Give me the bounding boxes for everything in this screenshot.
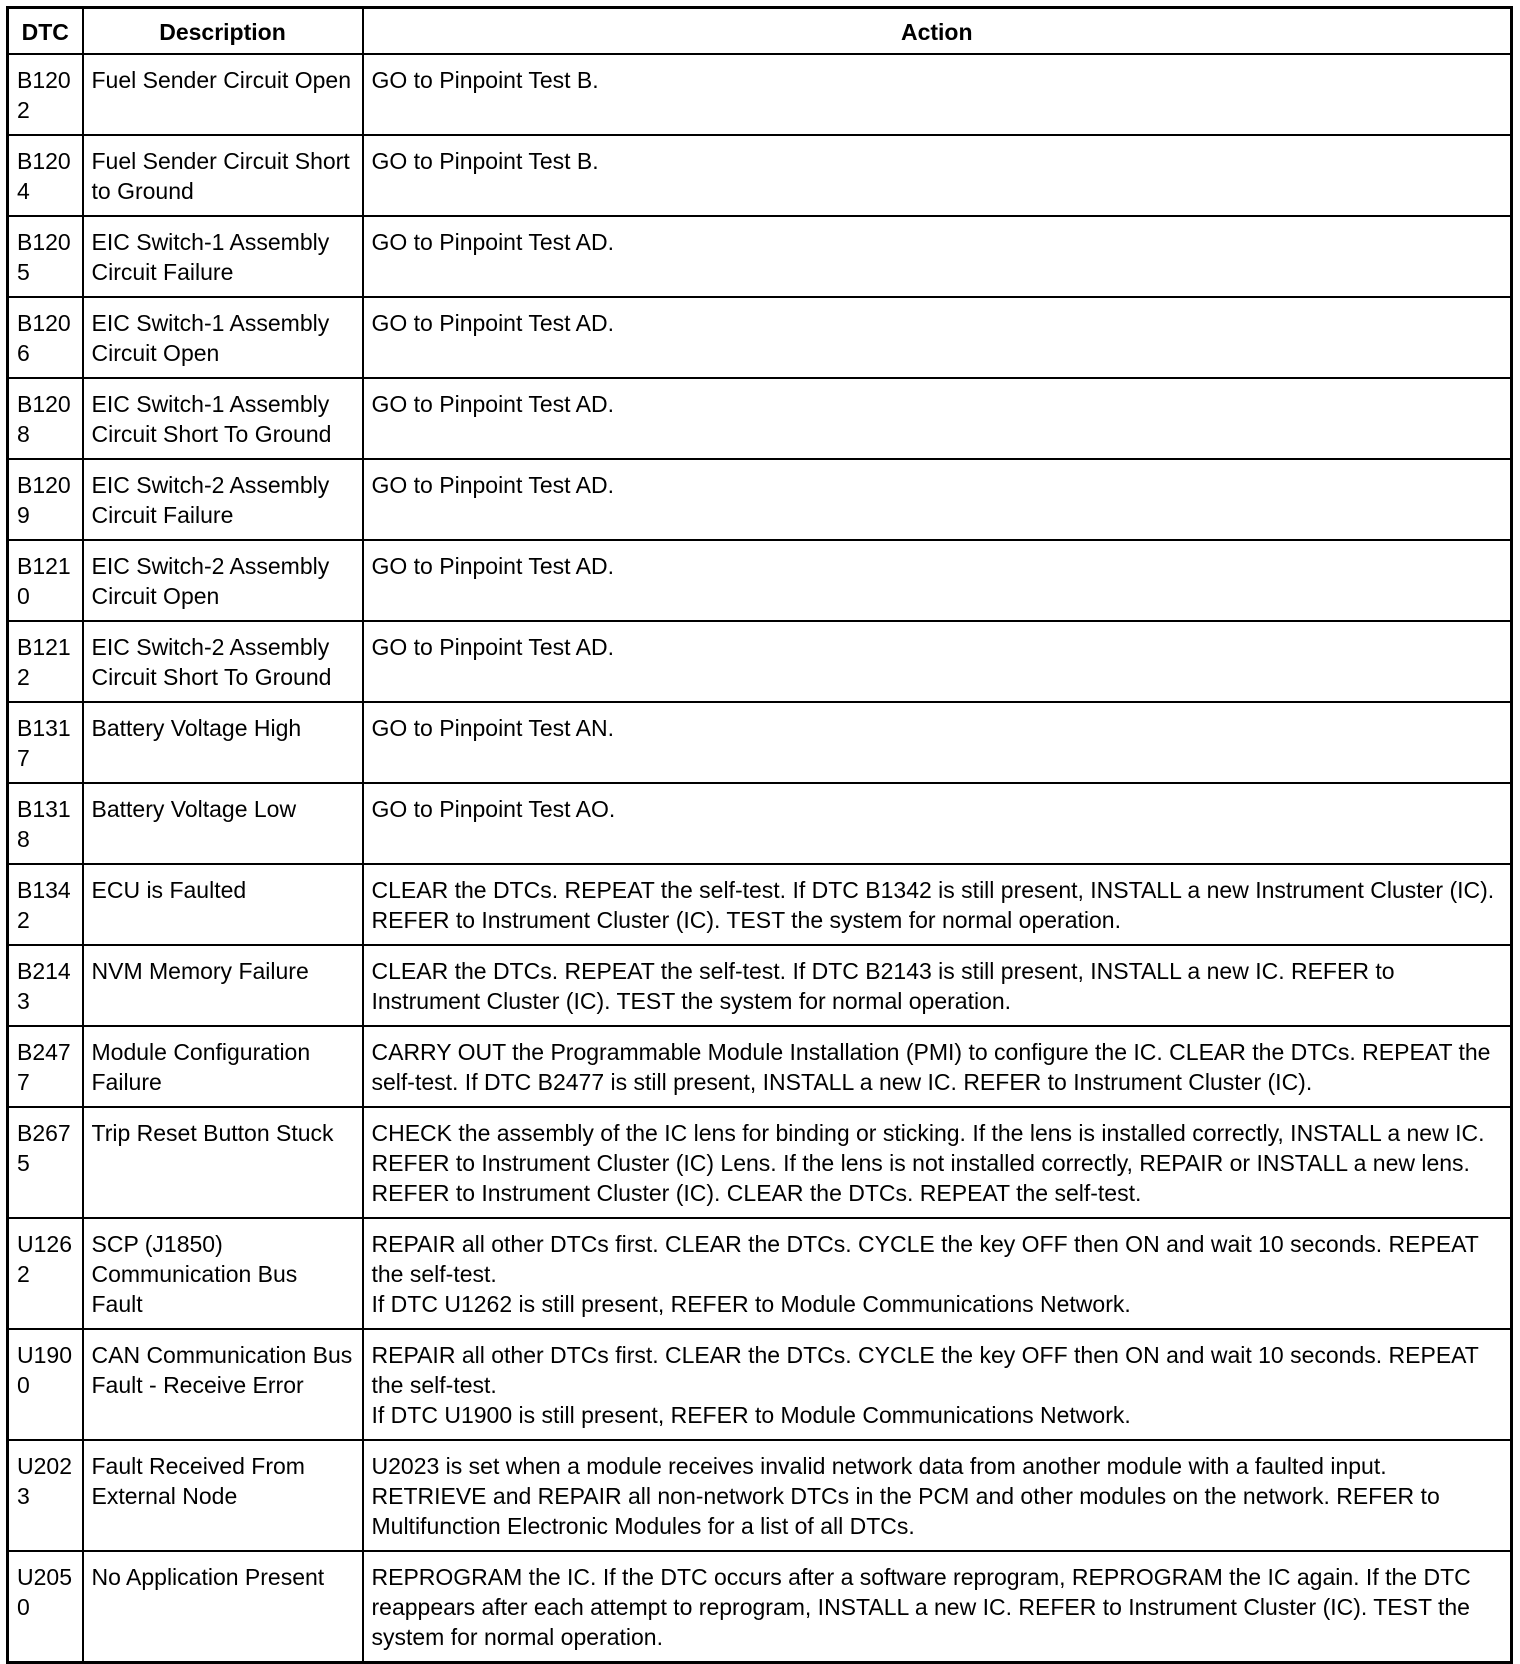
action-cell bbox=[363, 945, 1512, 1026]
table-row bbox=[8, 864, 1512, 945]
table-row bbox=[8, 702, 1512, 783]
action-text: CHECK the assembly of the IC lens for binding or sticking. If the lens is installed correctly, INSTALL a new IC. REFER to Instrument Cluster (IC) Lens. If the lens is not installed correctly, REPAIR or INSTALL a new lens. REFER to Instrument Cluster (IC). CLEAR the DTCs. REPEAT the self-test. bbox=[371, 1120, 1485, 1206]
action-cell bbox=[363, 1440, 1512, 1551]
description-cell: EIC Switch-1 Assembly Circuit Open bbox=[83, 297, 363, 378]
dtc-table bbox=[6, 6, 1513, 1664]
action-cell bbox=[363, 702, 1512, 783]
table-row bbox=[8, 540, 1512, 621]
action-text: GO to Pinpoint Test AD. bbox=[371, 472, 614, 498]
action-text: GO to Pinpoint Test AD. bbox=[371, 553, 614, 579]
action-cell bbox=[363, 1218, 1512, 1329]
dtc-code-cell: B1317 bbox=[8, 702, 83, 783]
table-row bbox=[8, 1329, 1512, 1440]
action-text: REPAIR all other DTCs first. CLEAR the DTCs. CYCLE the key OFF then ON and wait 10 seconds. REPEAT the self-test. bbox=[371, 1342, 1479, 1398]
action-text: CARRY OUT the Programmable Module Installation (PMI) to configure the IC. CLEAR the DTCs. REPEAT the self-test. If DTC B2477 is still present, INSTALL a new IC. REFER to Instrument Cluster (IC). bbox=[371, 1039, 1491, 1095]
action-text: CLEAR the DTCs. REPEAT the self-test. If DTC B2143 is still present, INSTALL a new IC. REFER to Instrument Cluster (IC). TEST the system for normal operation. bbox=[371, 958, 1395, 1014]
action-text: If DTC U1900 is still present, REFER to Module Communications Network. bbox=[371, 1402, 1131, 1428]
action-text: GO to Pinpoint Test AD. bbox=[371, 391, 614, 417]
action-cell bbox=[363, 864, 1512, 945]
action-cell bbox=[363, 1329, 1512, 1440]
table-row bbox=[8, 378, 1512, 459]
action-cell bbox=[363, 459, 1512, 540]
dtc-code-cell: B1206 bbox=[8, 297, 83, 378]
table-row bbox=[8, 459, 1512, 540]
action-text: GO to Pinpoint Test AD. bbox=[371, 310, 614, 336]
dtc-code-cell: B1202 bbox=[8, 54, 83, 135]
action-text: GO to Pinpoint Test B. bbox=[371, 148, 599, 174]
table-row bbox=[8, 1551, 1512, 1663]
action-text: If DTC U1262 is still present, REFER to Module Communications Network. bbox=[371, 1291, 1131, 1317]
action-text: GO to Pinpoint Test AO. bbox=[371, 796, 616, 822]
action-text: GO to Pinpoint Test AD. bbox=[371, 634, 614, 660]
action-cell bbox=[363, 297, 1512, 378]
description-cell: EIC Switch-2 Assembly Circuit Failure bbox=[83, 459, 363, 540]
description-cell: Fault Received From External Node bbox=[83, 1440, 363, 1551]
action-cell bbox=[363, 216, 1512, 297]
action-text: GO to Pinpoint Test B. bbox=[371, 67, 599, 93]
description-cell: Module Configuration Failure bbox=[83, 1026, 363, 1107]
description-cell: EIC Switch-2 Assembly Circuit Open bbox=[83, 540, 363, 621]
description-cell: EIC Switch-2 Assembly Circuit Short To Ground bbox=[83, 621, 363, 702]
table-row bbox=[8, 621, 1512, 702]
description-cell: SCP (J1850) Communication Bus Fault bbox=[83, 1218, 363, 1329]
dtc-code-cell: B1205 bbox=[8, 216, 83, 297]
description-cell: No Application Present bbox=[83, 1551, 363, 1663]
action-text: REPROGRAM the IC. If the DTC occurs after a software reprogram, REPROGRAM the IC again. If the DTC reappears after each attempt to reprogram, INSTALL a new IC. REFER to Instrument Cluster (IC). TEST the system for normal operation. bbox=[371, 1564, 1471, 1650]
dtc-table-container bbox=[6, 6, 1513, 1664]
action-cell bbox=[363, 621, 1512, 702]
description-cell: CAN Communication Bus Fault - Receive Error bbox=[83, 1329, 363, 1440]
dtc-code-cell: U2023 bbox=[8, 1440, 83, 1551]
action-cell bbox=[363, 540, 1512, 621]
table-row bbox=[8, 135, 1512, 216]
dtc-code-cell: B2675 bbox=[8, 1107, 83, 1218]
action-cell bbox=[363, 783, 1512, 864]
dtc-code-cell: B1210 bbox=[8, 540, 83, 621]
action-cell bbox=[363, 1026, 1512, 1107]
header-description: Description bbox=[83, 8, 363, 55]
table-header-row bbox=[8, 8, 1512, 55]
table-row bbox=[8, 1440, 1512, 1551]
action-text: CLEAR the DTCs. REPEAT the self-test. If DTC B1342 is still present, INSTALL a new Instrument Cluster (IC). REFER to Instrument Cluster (IC). TEST the system for normal operation. bbox=[371, 877, 1495, 933]
action-text: U2023 is set when a module receives invalid network data from another module with a faulted input. RETRIEVE and REPAIR all non-network DTCs in the PCM and other modules on the network. REFER to Multifunction Electronic Modules for a list of all DTCs. bbox=[371, 1453, 1440, 1539]
action-text: REPAIR all other DTCs first. CLEAR the DTCs. CYCLE the key OFF then ON and wait 10 seconds. REPEAT the self-test. bbox=[371, 1231, 1479, 1287]
action-text: GO to Pinpoint Test AD. bbox=[371, 229, 614, 255]
table-row bbox=[8, 1218, 1512, 1329]
description-cell: EIC Switch-1 Assembly Circuit Short To Ground bbox=[83, 378, 363, 459]
table-row bbox=[8, 1026, 1512, 1107]
dtc-code-cell: U2050 bbox=[8, 1551, 83, 1663]
action-cell bbox=[363, 135, 1512, 216]
description-cell: Fuel Sender Circuit Short to Ground bbox=[83, 135, 363, 216]
action-text: GO to Pinpoint Test AN. bbox=[371, 715, 614, 741]
dtc-code-cell: U1262 bbox=[8, 1218, 83, 1329]
action-cell bbox=[363, 1107, 1512, 1218]
action-cell bbox=[363, 378, 1512, 459]
description-cell: Battery Voltage High bbox=[83, 702, 363, 783]
action-cell bbox=[363, 54, 1512, 135]
description-cell: Battery Voltage Low bbox=[83, 783, 363, 864]
description-cell: Trip Reset Button Stuck bbox=[83, 1107, 363, 1218]
table-row bbox=[8, 297, 1512, 378]
table-row bbox=[8, 1107, 1512, 1218]
description-cell: NVM Memory Failure bbox=[83, 945, 363, 1026]
dtc-code-cell: B1208 bbox=[8, 378, 83, 459]
table-body bbox=[8, 54, 1512, 1663]
table-row bbox=[8, 783, 1512, 864]
dtc-code-cell: B2143 bbox=[8, 945, 83, 1026]
description-cell: Fuel Sender Circuit Open bbox=[83, 54, 363, 135]
dtc-code-cell: U1900 bbox=[8, 1329, 83, 1440]
table-row bbox=[8, 945, 1512, 1026]
dtc-code-cell: B1209 bbox=[8, 459, 83, 540]
description-cell: ECU is Faulted bbox=[83, 864, 363, 945]
header-action: Action bbox=[363, 8, 1512, 55]
action-cell bbox=[363, 1551, 1512, 1663]
dtc-code-cell: B2477 bbox=[8, 1026, 83, 1107]
table-row bbox=[8, 216, 1512, 297]
description-cell: EIC Switch-1 Assembly Circuit Failure bbox=[83, 216, 363, 297]
header-dtc: DTC bbox=[8, 8, 83, 55]
dtc-code-cell: B1318 bbox=[8, 783, 83, 864]
dtc-code-cell: B1212 bbox=[8, 621, 83, 702]
dtc-code-cell: B1204 bbox=[8, 135, 83, 216]
dtc-code-cell: B1342 bbox=[8, 864, 83, 945]
table-row bbox=[8, 54, 1512, 135]
